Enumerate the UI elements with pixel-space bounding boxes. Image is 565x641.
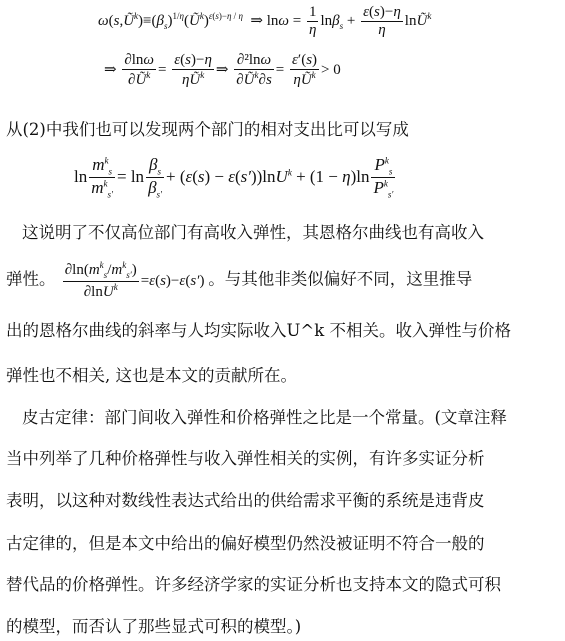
paragraph-2-line-2-pre: 弹性。 [6, 269, 56, 289]
paragraph-2-line-3: 出的恩格尔曲线的斜率与人均实际收入U^k 不相关。收入弹性与价格 [6, 321, 511, 340]
equation-3: ln $\frac{m^k_s}{m^k_{s'}}$ = ln $\frac{\beta_s}{\beta_{s'}}$ + (ε(s) − ε(s′))lnU$^k$ + (1 − η)ln $\frac{P^k_s}{P^k_{s'}}$ [74, 155, 394, 200]
paragraph-3-line-2: 当中列举了几种价格弹性与收入弹性相关的实例，有许多实证分析 [6, 449, 485, 468]
paragraph-2-line-1: 这说明了不仅高位部门有高收入弹性，其恩格尔曲线也有高收入 [22, 223, 484, 242]
equation-1: $\omega(s,Ũ^k)\equiv(\beta_s)^{1/\eta}(Ũ^k)^{\varepsilon(s)-\eta / \eta}$ ⇒ lnω = $\frac{1}{\eta}$ lnβ$_s$ + $\frac{\varepsilon(s)-\eta}{\eta}$ lnŨ$^k$ [98, 4, 432, 38]
paragraph-3-line-4: 古定律的，但是本文中给出的偏好模型仍然没被证明不符合一般的 [6, 534, 485, 553]
paragraph-3-line-1: 皮古定律：部门间收入弹性和价格弹性之比是一个常量。(文章注释 [22, 408, 507, 427]
paragraph-3-line-6: 的模型，而否认了那些显式可积的模型。) [6, 617, 302, 636]
paragraph-3-line-3: 表明，以这种对数线性表达式给出的供给需求平衡的系统是违背皮 [6, 491, 485, 510]
paragraph-1: 从(2)中我们也可以发现两个部门的相对支出比可以写成 [6, 120, 409, 139]
paragraph-3-line-5: 替代品的价格弹性。许多经济学家的实证分析也支持本文的隐式可积 [6, 575, 501, 594]
paragraph-2-line-2 [6, 261, 472, 301]
equation-2: ⇒ $\frac{\partial\ln\omega}{\partial Ũ^k}$ = $\frac{\varepsilon(s)-\eta}{\eta Ũ^k}$ ⇒ $\frac{\text{∂²lnω}}{\partial Ũ^k\partial s}$ = $\frac{\varepsilon'(s)}{\eta Ũ^k}$ > 0 [104, 52, 341, 88]
paragraph-2-line-4: 弹性也不相关, 这也是本文的贡献所在。 [6, 366, 297, 385]
paragraph-2-line-2-post: 。与其他非类似偏好不同，这里推导 [208, 269, 473, 289]
inline-equation: $\frac{\partial\ln(m^k_s/m^k_{s'})}{\partial\ln U^k}$ =ε(s)−ε(s′) [64, 260, 209, 300]
